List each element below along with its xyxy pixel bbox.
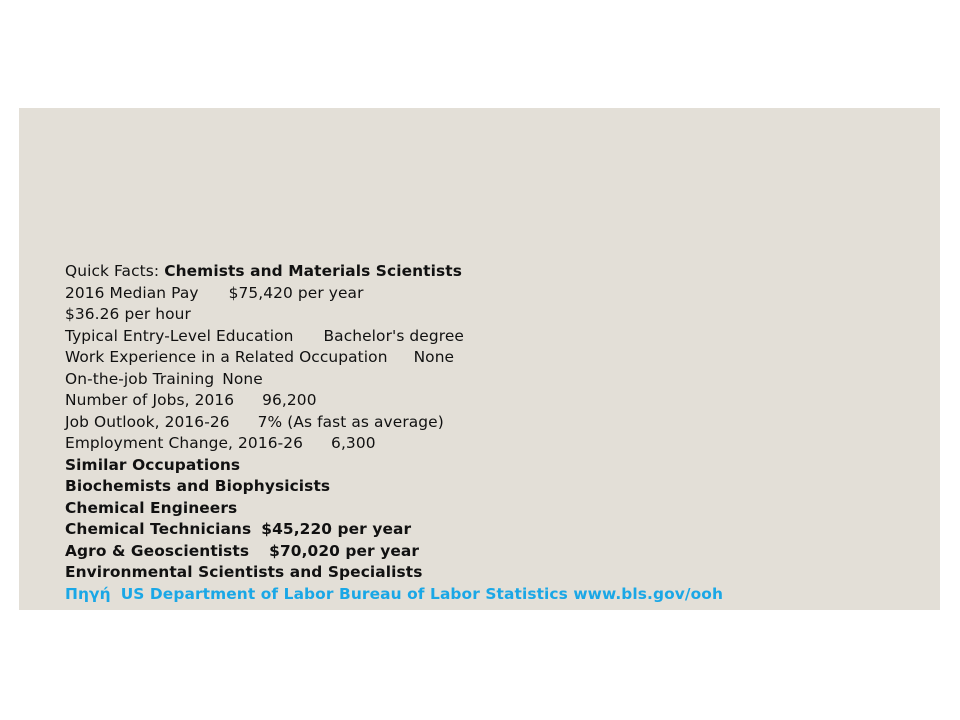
hourly-pay-value: $36.26 per hour xyxy=(65,305,191,323)
similar-occupation-name: Chemical Technicians xyxy=(65,520,252,538)
similar-occupation-name: Biochemists and Biophysicists xyxy=(65,477,331,495)
similar-occupations-heading: Similar Occupations xyxy=(65,455,241,474)
employment-change-row xyxy=(65,433,723,455)
similar-occupation-pay: $70,020 per year xyxy=(269,541,420,560)
experience-row xyxy=(65,347,723,369)
training-value: None xyxy=(222,369,263,388)
similar-occupation-item xyxy=(65,562,723,584)
source-label: Πηγή xyxy=(65,584,111,603)
source-line[interactable] xyxy=(65,584,723,606)
quick-facts-text xyxy=(65,261,723,605)
employment-change-value: 6,300 xyxy=(331,434,376,452)
median-pay-label: 2016 Median Pay xyxy=(65,283,199,302)
similar-occupation-item xyxy=(65,519,723,541)
outlook-row xyxy=(65,412,723,434)
experience-label: Work Experience in a Related Occupation xyxy=(65,348,388,366)
employment-change-label: Employment Change, 2016-26 xyxy=(65,434,304,452)
experience-value: None xyxy=(413,348,455,366)
median-pay-value: $75,420 per year xyxy=(228,283,364,302)
similar-occupation-name: Environmental Scientists and Specialists xyxy=(65,563,423,581)
quick-facts-heading xyxy=(65,261,723,283)
similar-occupation-item xyxy=(65,498,723,520)
similar-occupation-name: Chemical Engineers xyxy=(65,498,238,517)
similar-occupation-pay: $45,220 per year xyxy=(261,520,412,538)
jobs-label: Number of Jobs, 2016 xyxy=(65,391,235,409)
outlook-value: 7% (As fast as average) xyxy=(257,412,444,431)
jobs-row xyxy=(65,390,723,412)
similar-occupation-name: Agro & Geoscientists xyxy=(65,541,250,560)
outlook-label: Job Outlook, 2016-26 xyxy=(65,412,230,431)
education-value: Bachelor's degree xyxy=(323,326,464,345)
heading-prefix: Quick Facts: xyxy=(65,262,165,280)
median-pay-row xyxy=(65,283,723,305)
education-row xyxy=(65,326,723,348)
training-label: On-the-job Training xyxy=(65,369,215,388)
similar-occupation-item xyxy=(65,541,723,563)
source-link[interactable]: US Department of Labor Bureau of Labor Statistics www.bls.gov/ooh xyxy=(120,584,724,603)
hourly-pay-row xyxy=(65,304,723,326)
jobs-value: 96,200 xyxy=(262,391,317,409)
training-row xyxy=(65,369,723,391)
heading-title: Chemists and Materials Scientists xyxy=(164,262,462,280)
similar-occupation-item xyxy=(65,476,723,498)
education-label: Typical Entry-Level Education xyxy=(65,326,294,345)
